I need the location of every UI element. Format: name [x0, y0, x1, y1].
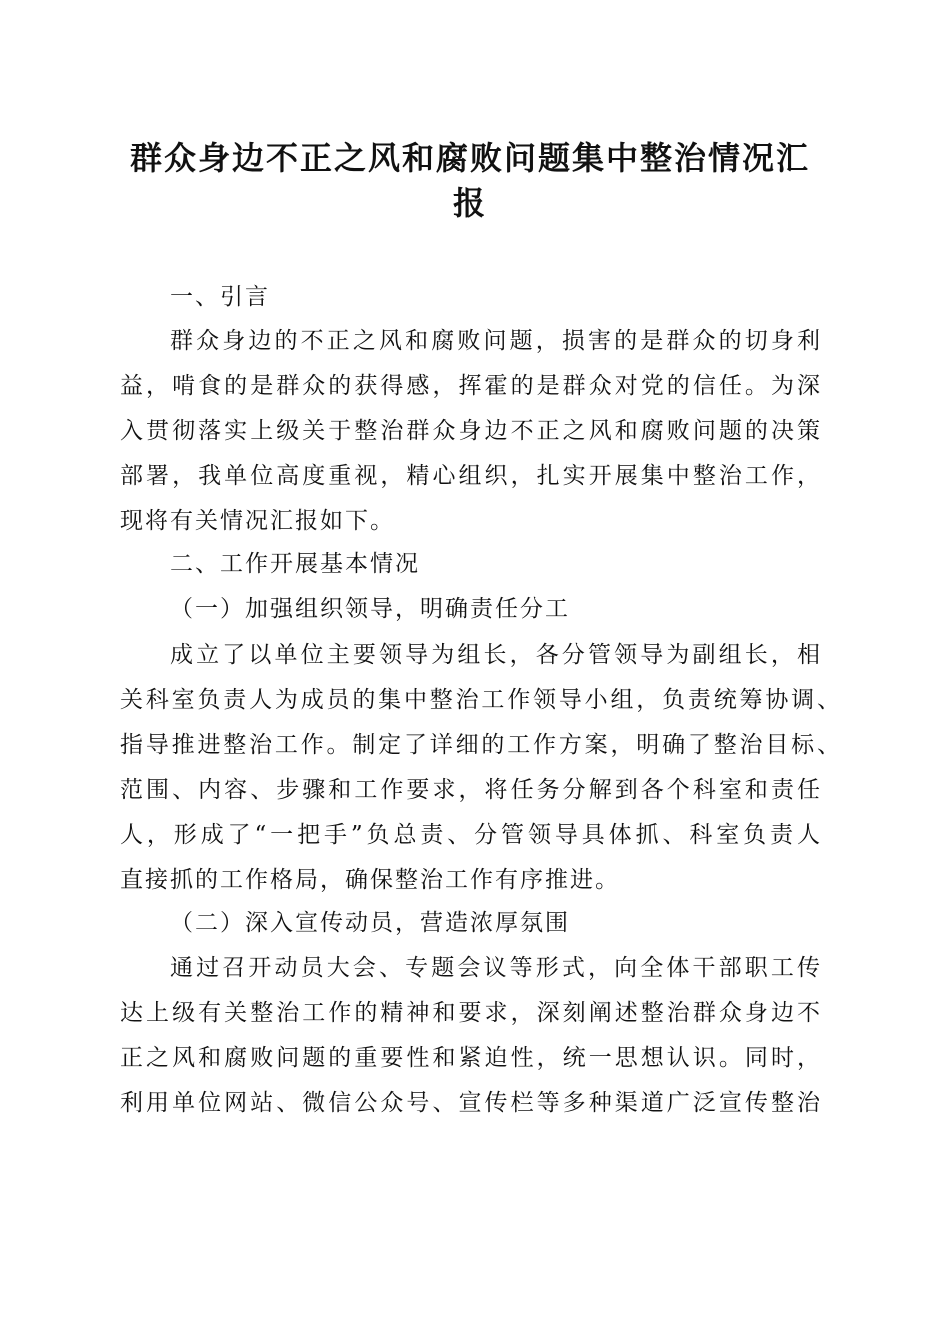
paragraph-line: 利用单位网站、微信公众号、宣传栏等多种渠道广泛宣传整治: [120, 1090, 820, 1116]
document-title-line-1: 群众身边不正之风和腐败问题集中整治情况汇: [129, 139, 810, 177]
paragraph-line: 正之风和腐败问题的重要性和紧迫性，统一思想认识。同时，: [120, 1045, 820, 1071]
paragraph-line: 现将有关情况汇报如下。: [120, 508, 395, 534]
document-title-line-2: 报: [452, 184, 487, 222]
paragraph-line: 群众身边的不正之风和腐败问题，损害的是群众的切身利: [170, 328, 820, 354]
subsection-heading: （一）加强组织领导，明确责任分工: [170, 596, 570, 622]
subsection-heading: （二）深入宣传动员，营造浓厚氛围: [170, 910, 570, 936]
paragraph-line: 范围、内容、步骤和工作要求，将任务分解到各个科室和责任: [120, 777, 820, 803]
paragraph-line: 成立了以单位主要领导为组长，各分管领导为副组长，相: [170, 642, 820, 668]
section-heading: 二、工作开展基本情况: [170, 551, 420, 577]
paragraph-line: 人，形成了“一把手”负总责、分管领导具体抓、科室负责人: [120, 822, 820, 848]
paragraph-line: 益，啃食的是群众的获得感，挥霍的是群众对党的信任。为深: [120, 373, 820, 399]
paragraph-line: 直接抓的工作格局，确保整治工作有序推进。: [120, 867, 620, 893]
paragraph-line: 部署，我单位高度重视，精心组织，扎实开展集中整治工作，: [120, 463, 820, 489]
section-heading: 一、引言: [170, 284, 270, 310]
paragraph-line: 指导推进整治工作。制定了详细的工作方案，明确了整治目标、: [120, 732, 840, 758]
paragraph-line: 入贯彻落实上级关于整治群众身边不正之风和腐败问题的决策: [120, 418, 820, 444]
paragraph-line: 关科室负责人为成员的集中整治工作领导小组，负责统筹协调、: [120, 687, 840, 713]
paragraph-line: 达上级有关整治工作的精神和要求，深刻阐述整治群众身边不: [120, 1000, 820, 1026]
paragraph-line: 通过召开动员大会、专题会议等形式，向全体干部职工传: [170, 955, 820, 981]
